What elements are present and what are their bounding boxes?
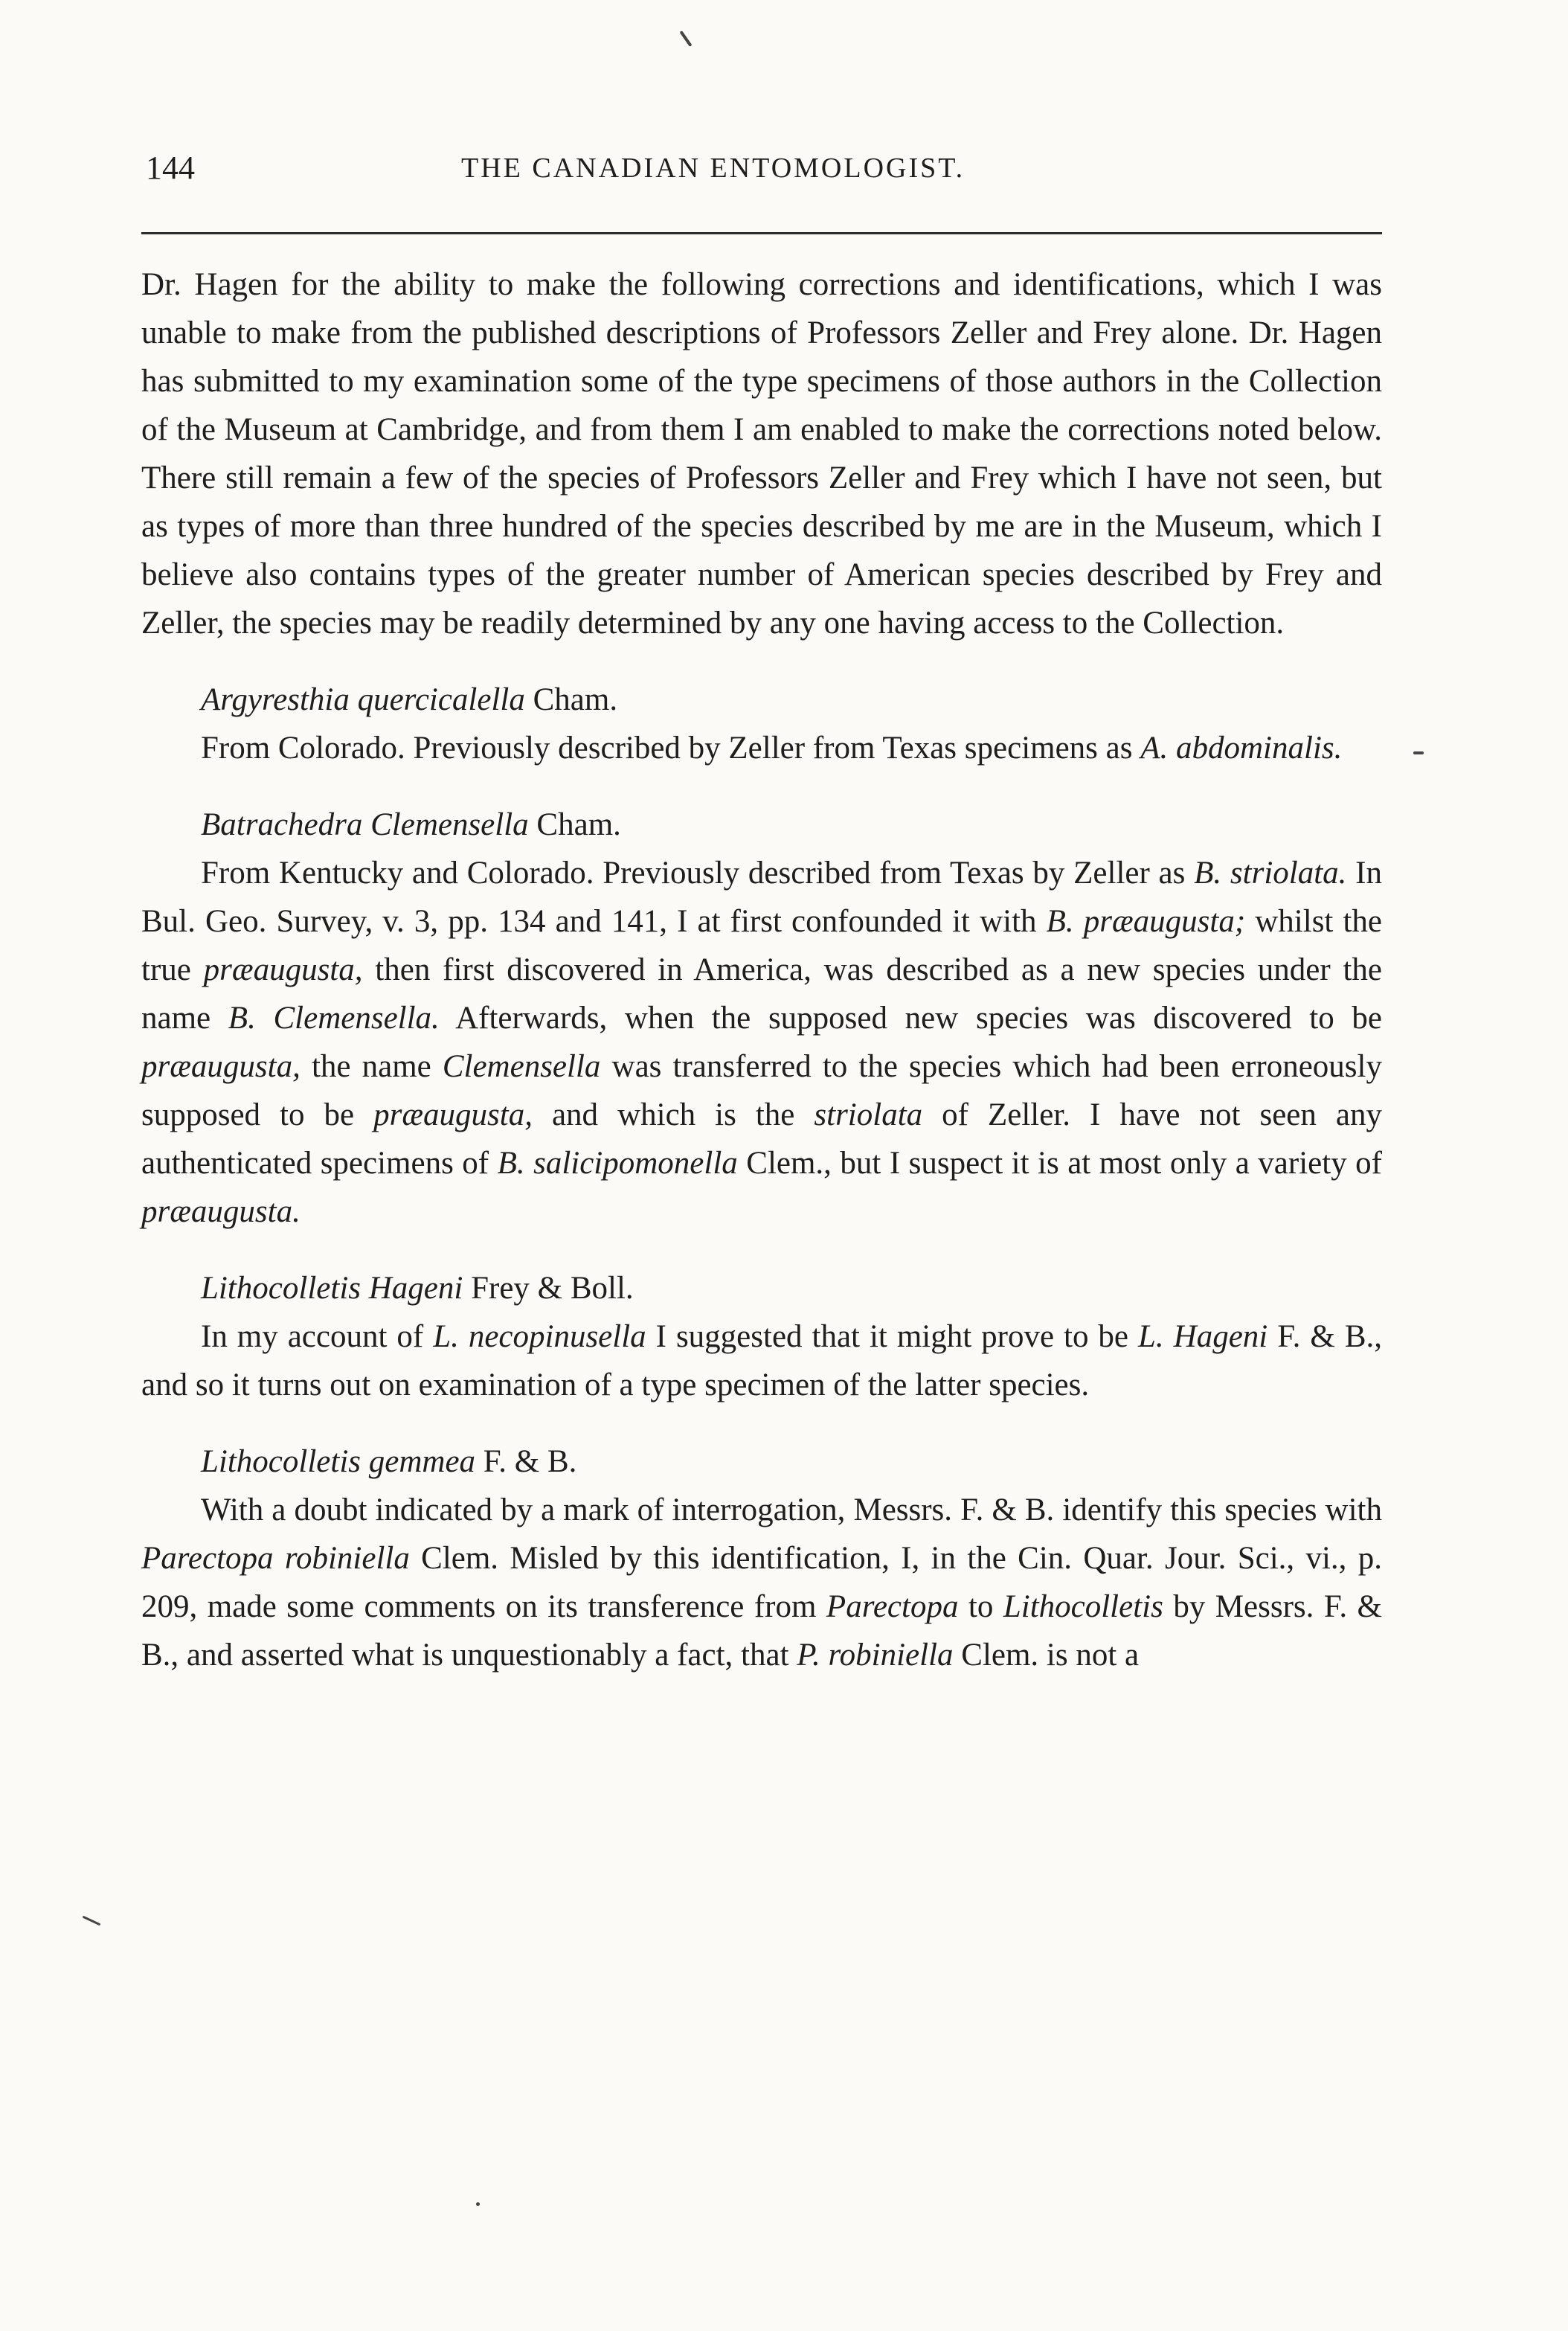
text-run: and which is the [532,1097,814,1132]
species-authority: F. & B. [483,1444,577,1479]
species-authority: Cham. [533,682,618,717]
italic-run: B. Clemensella. [228,1001,440,1036]
italic-run: Lithocolletis [1003,1589,1163,1624]
text-run: From Kentucky and Colorado. Previously described from Texas by Zeller as [201,856,1195,891]
italic-run: B. striolata. [1194,856,1347,891]
italic-run: P. robiniella [797,1638,954,1673]
species-heading [141,676,1382,724]
text-run: was transferred to the species which had been erroneously supposed to be [141,1049,1382,1132]
text-run: whilst the true [141,904,1382,987]
species-heading [141,1437,1382,1486]
species-paragraph [141,849,1382,1236]
italic-run: L. necopinusella [433,1319,646,1354]
italic-run: præaugusta, [141,1049,301,1084]
italic-run: A. abdominalis. [1140,731,1343,766]
italic-run: B. salicipomonella [497,1146,738,1181]
species-paragraph [141,724,1382,772]
text-run: of Zeller. I have not seen any authenticated specimens of [141,1097,1382,1181]
species-heading [141,1264,1382,1312]
scan-speck [83,1916,101,1926]
text-run: Clem. is not a [953,1638,1140,1673]
text-run: With a doubt indicated by a mark of interrogation, Messrs. F. & B. identify this species with [201,1492,1382,1527]
running-title: THE CANADIAN ENTOMOLOGIST. [461,153,965,184]
italic-run: Parectopa [826,1589,959,1624]
scan-speck [679,31,692,47]
italic-run: Clemensella [442,1049,601,1084]
text-run: From Colorado. Previously described by Zeller from Texas specimens as [201,731,1141,766]
scan-speck [476,2202,480,2206]
italic-run: præaugusta, [203,952,363,987]
body-text [141,260,1382,1679]
italic-run: L. Hageni [1138,1319,1268,1354]
species-name: Lithocolletis Hageni [201,1271,463,1306]
italic-run: præaugusta. [141,1194,301,1229]
italic-run: præaugusta, [373,1097,533,1132]
text-run: Afterwards, when the supposed new species was discovered to be [439,1001,1382,1036]
text-run: by Messrs. F. & B., and asserted what is unquestionably a fact, that [141,1589,1382,1673]
species-name: Lithocolletis gemmea [201,1444,476,1479]
species-paragraph [141,1486,1382,1679]
italic-run: B. præaugusta; [1046,904,1246,939]
species-paragraph [141,1312,1382,1409]
text-run: F. & B., and so it turns out on examination of a type specimen of the latter species. [141,1319,1383,1402]
species-heading [141,801,1382,849]
text-run: then first discovered in America, was described as a new species under the name [141,952,1382,1036]
species-authority: Frey & Boll. [471,1271,634,1306]
italic-run: Parectopa robiniella [141,1541,410,1576]
species-authority: Cham. [536,807,621,842]
text-run: In my account of [201,1319,434,1354]
scan-speck [1413,751,1424,754]
text-run: Clem. Misled by this identification, I, in the Cin. Quar. Jour. Sci., vi., p. 209, made some comments on its transference from [141,1541,1382,1624]
page-number: 144 [146,150,195,186]
text-run: the name [300,1049,443,1084]
intro-paragraph: Dr. Hagen for the ability to make the following corrections and identifications, which I was unable to make from the published descriptions of Professors Zeller and Frey alone. Dr. Hagen has submitted to my examination some of the type specimens of those authors in the Collection of the Museum at Cambridge, and from them I am enabled to make the corrections noted below. There still remain a few of the species of Professors Zeller and Frey which I have not seen, but as types of more than three hundred of the species described by me are in the Museum, which I believe also contains types of the greater number of American species described by Frey and Zeller, the species may be readily determined by any one having access to the Collection. [141,267,1382,641]
text-run: to [958,1589,1003,1624]
italic-run: striolata [814,1097,923,1132]
text-run: I suggested that it might prove to be [646,1319,1138,1354]
text-run: In Bul. Geo. Survey, v. 3, pp. 134 and 141, I at first confounded it with [141,856,1382,939]
text-run: Clem., but I suspect it is at most only a variety of [737,1146,1382,1181]
species-name: Batrachedra Clemensella [201,807,529,842]
species-name: Argyresthia quercicalella [201,682,525,717]
header-rule [141,232,1382,234]
